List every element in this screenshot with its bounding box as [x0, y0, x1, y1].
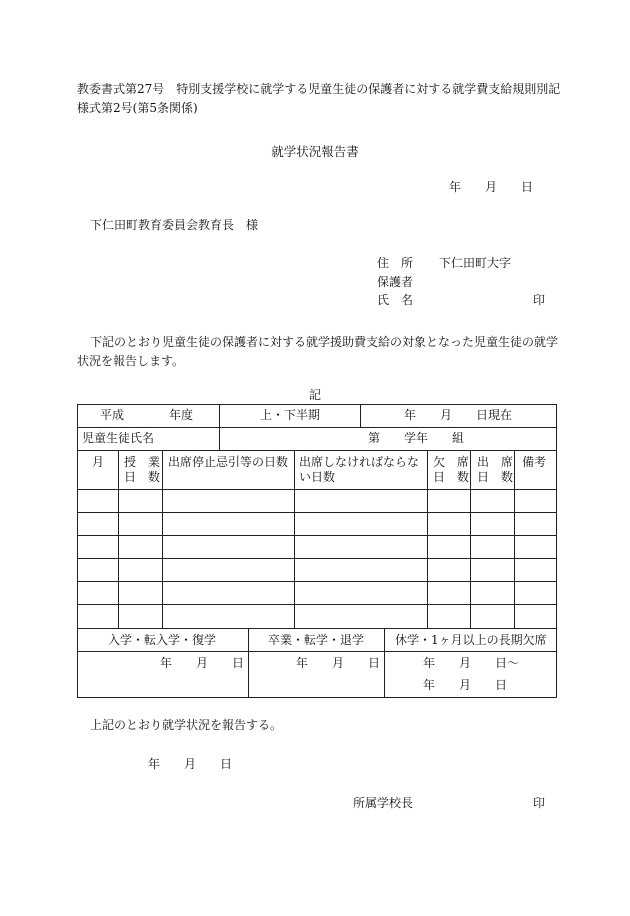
seal-mark: 印 [533, 293, 546, 307]
submission-date: 年 月 日 [449, 180, 534, 194]
table-line [77, 651, 557, 652]
era-label: 平成 [100, 408, 125, 422]
col-required-days: 出席しなければならな [299, 455, 420, 469]
address-row [377, 257, 511, 269]
table-line [219, 404, 220, 428]
closing-statement: 上記のとおり就学状況を報告する。 [90, 718, 283, 732]
table-line [427, 450, 428, 628]
table-line [77, 697, 557, 698]
table-line [162, 450, 163, 628]
table-line [77, 535, 557, 536]
col-absent-days: 欠 席 [433, 455, 470, 469]
table-line [77, 450, 557, 451]
table-line [77, 581, 557, 582]
body-paragraph: 下記のとおり児童生徒の保護者に対する就学援助費支給の対象となった児童生徒の就学状況を報告します。 [77, 335, 559, 368]
guardian-row [377, 276, 439, 288]
table-line [77, 604, 557, 605]
col-suspension-days: 出席停止忌引等の日数 [168, 455, 289, 469]
table-line [77, 558, 557, 559]
student-name-label: 児童生徒氏名 [82, 431, 155, 445]
absence-header: 休学・1ヶ月以上の長期欠席 [395, 633, 547, 647]
col-attend-days: 出 席 [477, 455, 514, 469]
table-line [294, 450, 295, 628]
table-line [77, 489, 557, 490]
col-remarks: 備考 [522, 455, 547, 469]
table-line [470, 450, 471, 628]
ki-heading: 記 [308, 388, 321, 402]
addressee: 下仁田町教育委員会教育長 様 [90, 218, 259, 232]
enroll-date: 年 月 日 [160, 656, 245, 670]
principal-seal-mark: 印 [533, 796, 546, 810]
leave-date: 年 月 日 [296, 656, 381, 670]
col-required-days-2: い日数 [299, 470, 336, 484]
table-line [219, 427, 220, 451]
leave-header: 卒業・転学・退学 [268, 633, 365, 647]
table-line [77, 512, 557, 513]
col-absent-days-2: 日 数 [433, 470, 470, 484]
table-line [77, 628, 557, 629]
as-of-date: 年 月 日現在 [404, 408, 513, 422]
table-line [77, 404, 557, 405]
document-title: 就学状況報告書 [271, 144, 359, 159]
col-month: 月 [92, 455, 105, 469]
col-class-days: 授 業 [124, 455, 161, 469]
address-value: 下仁田町大字 [439, 256, 512, 270]
table-line [77, 404, 78, 698]
table-line [118, 450, 119, 628]
address-label: 住 所 [377, 256, 414, 270]
table-line [77, 427, 557, 428]
form-reference-line-2: 様式第2号(第5条関係) [77, 101, 198, 115]
half-label: 上・下半期 [260, 408, 321, 422]
absence-to-date: 年 月 日 [423, 678, 508, 692]
fiscal-year-label: 年度 [169, 408, 194, 422]
enroll-header: 入学・転入学・復学 [108, 633, 217, 647]
table-line [556, 404, 557, 698]
table-line [360, 404, 361, 428]
table-line [248, 628, 249, 698]
report-date: 年 月 日 [148, 757, 233, 771]
name-label: 氏 名 [377, 293, 414, 307]
guardian-label: 保護者 [377, 275, 414, 289]
col-attend-days-2: 日 数 [477, 470, 514, 484]
col-class-days-2: 日 数 [124, 470, 161, 484]
form-reference-line-1: 教委書式第27号 特別支援学校に就学する児童生徒の保護者に対する就学費支給規則別記 [77, 82, 561, 96]
table-line [514, 450, 515, 628]
name-row [377, 294, 439, 306]
grade-class-label: 第 学年 組 [368, 431, 465, 445]
table-line [384, 628, 385, 698]
absence-from-date: 年 月 日～ [423, 656, 520, 670]
principal-label: 所属学校長 [353, 796, 414, 810]
